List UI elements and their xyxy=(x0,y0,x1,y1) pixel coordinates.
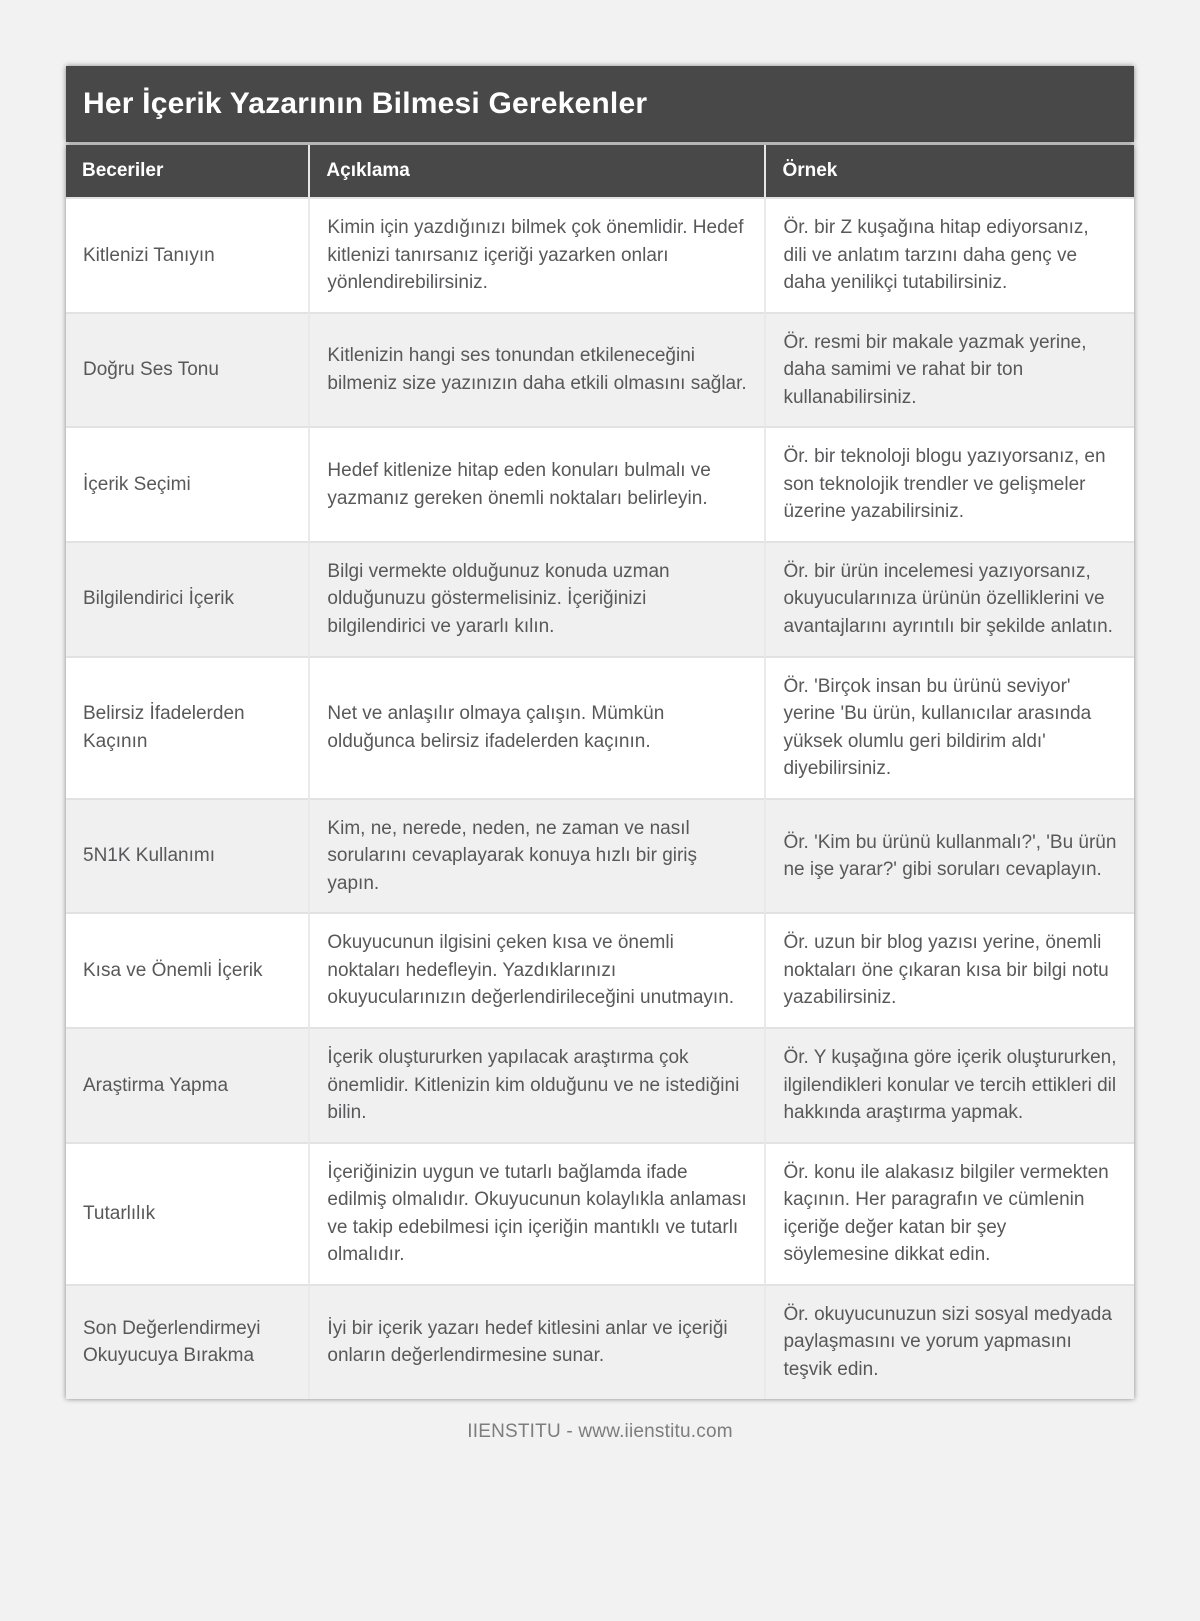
skill-cell: 5N1K Kullanımı xyxy=(66,798,308,913)
table-row xyxy=(66,541,1134,656)
example-cell: Ör. Y kuşağına göre içerik oluştururken, ilgilendikleri konular ve tercih ettikleri dil hakkında araştırma yapmak. xyxy=(764,1027,1134,1142)
table-row xyxy=(66,912,1134,1027)
column-header-description: Açıklama xyxy=(308,145,764,197)
example-cell: Ör. 'Kim bu ürünü kullanmalı?', 'Bu ürün ne işe yarar?' gibi soruları cevaplayın. xyxy=(764,798,1134,913)
skill-cell: İçerik Seçimi xyxy=(66,426,308,541)
description-cell: Net ve anlaşılır olmaya çalışın. Mümkün olduğunca belirsiz ifadelerden kaçının. xyxy=(308,656,764,798)
description-cell: Bilgi vermekte olduğunuz konuda uzman olduğunuzu göstermelisiniz. İçeriğinizi bilgilendirici ve yararlı kılın. xyxy=(308,541,764,656)
table-row xyxy=(66,1027,1134,1142)
description-cell: Kimin için yazdığınızı bilmek çok önemlidir. Hedef kitlenizi tanırsanız içeriği yazarken onları yönlendirebilirsiniz. xyxy=(308,197,764,312)
skill-cell: Doğru Ses Tonu xyxy=(66,312,308,427)
example-cell: Ör. bir teknoloji blogu yazıyorsanız, en son teknolojik trendler ve gelişmeler üzerine yazabilirsiniz. xyxy=(764,426,1134,541)
example-cell: Ör. resmi bir makale yazmak yerine, daha samimi ve rahat bir ton kullanabilirsiniz. xyxy=(764,312,1134,427)
example-cell: Ör. bir Z kuşağına hitap ediyorsanız, dili ve anlatım tarzını daha genç ve daha yenilikçi tutabilirsiniz. xyxy=(764,197,1134,312)
example-cell: Ör. okuyucunuzun sizi sosyal medyada paylaşmasını ve yorum yapmasını teşvik edin. xyxy=(764,1284,1134,1399)
table-row xyxy=(66,1284,1134,1399)
description-cell: Okuyucunun ilgisini çeken kısa ve önemli noktaları hedefleyin. Yazdıklarınızı okuyucularınızın değerlendirileceğini unutmayın. xyxy=(308,912,764,1027)
table-header-row xyxy=(66,145,1134,197)
footer-text: IIENSTITU - www.iienstitu.com xyxy=(467,1420,733,1442)
table-row xyxy=(66,312,1134,427)
example-cell: Ör. bir ürün incelemesi yazıyorsanız, okuyucularınıza ürünün özelliklerini ve avantajlarını ayrıntılı bir şekilde anlatın. xyxy=(764,541,1134,656)
description-cell: Hedef kitlenize hitap eden konuları bulmalı ve yazmanız gereken önemli noktaları belirleyin. xyxy=(308,426,764,541)
description-cell: İçeriğinizin uygun ve tutarlı bağlamda ifade edilmiş olmalıdır. Okuyucunun kolaylıkla anlaması ve takip edebilmesi için içeriğin mantıklı ve tutarlı olmalıdır. xyxy=(308,1142,764,1284)
description-cell: Kitlenizin hangi ses tonundan etkileneceğini bilmeniz size yazınızın daha etkili olmasını sağlar. xyxy=(308,312,764,427)
skill-cell: Araştirma Yapma xyxy=(66,1027,308,1142)
column-header-example: Örnek xyxy=(764,145,1134,197)
skills-table xyxy=(66,145,1134,1399)
page-title: Her İçerik Yazarının Bilmesi Gerekenler xyxy=(66,66,1134,142)
example-cell: Ör. uzun bir blog yazısı yerine, önemli noktaları öne çıkaran kısa bir bilgi notu yazabilirsiniz. xyxy=(764,912,1134,1027)
example-cell: Ör. konu ile alakasız bilgiler vermekten kaçının. Her paragrafın ve cümlenin içeriğe değer katan bir şey söylemesine dikkat edin. xyxy=(764,1142,1134,1284)
skill-cell: Belirsiz İfadelerden Kaçının xyxy=(66,656,308,798)
skill-cell: Kısa ve Önemli İçerik xyxy=(66,912,308,1027)
table-row xyxy=(66,197,1134,312)
content-sheet xyxy=(66,66,1134,1443)
table-row xyxy=(66,798,1134,913)
skill-cell: Kitlenizi Tanıyın xyxy=(66,197,308,312)
skill-cell: Bilgilendirici İçerik xyxy=(66,541,308,656)
description-cell: İyi bir içerik yazarı hedef kitlesini anlar ve içeriği onların değerlendirmesine sunar. xyxy=(308,1284,764,1399)
skill-cell: Tutarlılık xyxy=(66,1142,308,1284)
skill-cell: Son Değerlendirmeyi Okuyucuya Bırakma xyxy=(66,1284,308,1399)
description-cell: İçerik oluştururken yapılacak araştırma çok önemlidir. Kitlenizin kim olduğunu ve ne istediğini bilin. xyxy=(308,1027,764,1142)
example-cell: Ör. 'Birçok insan bu ürünü seviyor' yerine 'Bu ürün, kullanıcılar arasında yüksek olumlu geri bildirim aldı' diyebilirsiniz. xyxy=(764,656,1134,798)
column-header-skills: Beceriler xyxy=(66,145,308,197)
table-row xyxy=(66,426,1134,541)
table-row xyxy=(66,656,1134,798)
table-row xyxy=(66,1142,1134,1284)
description-cell: Kim, ne, nerede, neden, ne zaman ve nasıl sorularını cevaplayarak konuya hızlı bir giriş yapın. xyxy=(308,798,764,913)
